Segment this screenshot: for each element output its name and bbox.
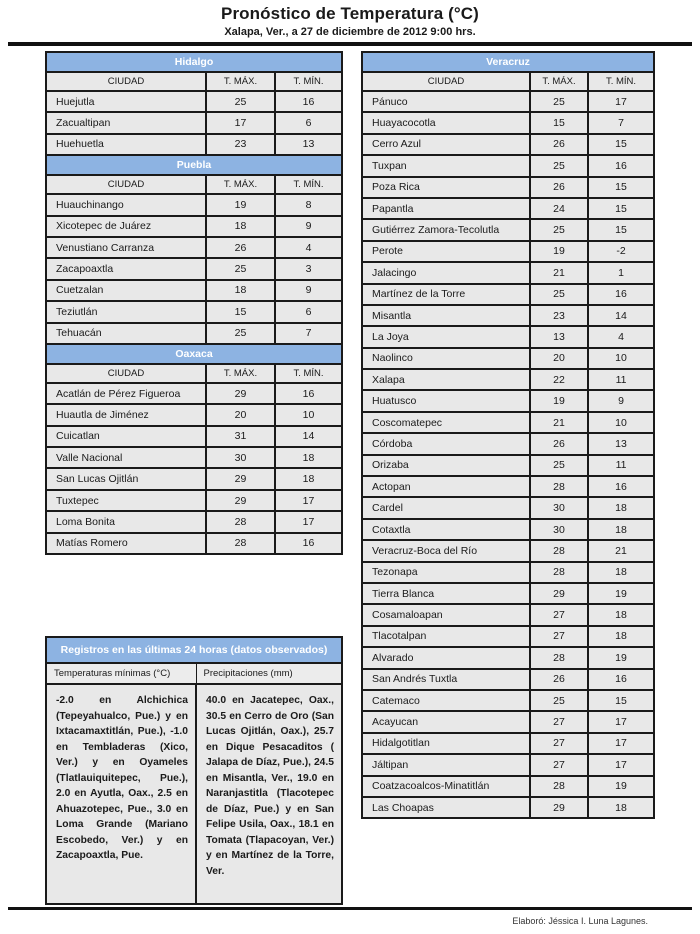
city-name: Poza Rica bbox=[362, 177, 530, 198]
city-name: Alvarado bbox=[362, 647, 530, 668]
city-name: Naolinco bbox=[362, 348, 530, 369]
min-temp: 18 bbox=[588, 562, 654, 583]
max-temp: 26 bbox=[530, 177, 588, 198]
table-row bbox=[362, 433, 654, 454]
city-name: Coatzacoalcos-Minatitlán bbox=[362, 776, 530, 797]
max-temp: 26 bbox=[530, 669, 588, 690]
max-temp: 29 bbox=[530, 583, 588, 604]
min-temp: 17 bbox=[588, 711, 654, 732]
city-name: Las Choapas bbox=[362, 797, 530, 818]
precip-label: Precipitaciones (mm) bbox=[196, 663, 342, 684]
table-row bbox=[46, 258, 342, 279]
city-name: Huautla de Jiménez bbox=[46, 404, 206, 425]
min-temp: 15 bbox=[588, 177, 654, 198]
min-temp: 19 bbox=[588, 583, 654, 604]
table-row bbox=[362, 369, 654, 390]
region-header-puebla bbox=[46, 155, 342, 175]
max-temp: 20 bbox=[530, 348, 588, 369]
max-temp: 25 bbox=[206, 323, 275, 344]
min-temp: 19 bbox=[588, 647, 654, 668]
page-title: Pronóstico de Temperatura (°C) bbox=[221, 4, 479, 23]
min-temp: 6 bbox=[275, 112, 342, 133]
min-temp: 15 bbox=[588, 198, 654, 219]
table-row bbox=[46, 237, 342, 258]
max-temp: 27 bbox=[530, 626, 588, 647]
max-temp: 19 bbox=[206, 194, 275, 215]
min-temp: 4 bbox=[275, 237, 342, 258]
city-name: Huayacocotla bbox=[362, 112, 530, 133]
table-row bbox=[46, 112, 342, 133]
table-row bbox=[362, 198, 654, 219]
city-name: Huatusco bbox=[362, 390, 530, 411]
min-temp: 7 bbox=[275, 323, 342, 344]
table-row bbox=[362, 733, 654, 754]
max-temp: 30 bbox=[206, 447, 275, 468]
city-name: Tehuacán bbox=[46, 323, 206, 344]
city-name: Tierra Blanca bbox=[362, 583, 530, 604]
min-temp: 19 bbox=[588, 776, 654, 797]
table-row bbox=[362, 219, 654, 240]
max-temp: 25 bbox=[530, 155, 588, 176]
city-name: Huejutla bbox=[46, 91, 206, 112]
column-header-max: T. MÁX. bbox=[206, 175, 275, 194]
min-temp: 7 bbox=[588, 112, 654, 133]
max-temp: 18 bbox=[206, 280, 275, 301]
min-temp: 9 bbox=[275, 280, 342, 301]
city-name: Zacapoaxtla bbox=[46, 258, 206, 279]
min-temp: 16 bbox=[588, 669, 654, 690]
max-temp: 26 bbox=[206, 237, 275, 258]
city-name: Acayucan bbox=[362, 711, 530, 732]
table-row bbox=[362, 134, 654, 155]
top-divider bbox=[8, 42, 692, 46]
table-row bbox=[362, 647, 654, 668]
min-temp: 17 bbox=[588, 91, 654, 112]
table-row bbox=[46, 301, 342, 322]
max-temp: 30 bbox=[530, 519, 588, 540]
table-row bbox=[362, 626, 654, 647]
max-temp: 28 bbox=[530, 476, 588, 497]
column-header-city: CIUDAD bbox=[362, 72, 530, 91]
max-temp: 24 bbox=[530, 198, 588, 219]
table-row bbox=[46, 216, 342, 237]
table-row bbox=[362, 455, 654, 476]
max-temp: 25 bbox=[530, 91, 588, 112]
city-name: Venustiano Carranza bbox=[46, 237, 206, 258]
city-name: Huauchinango bbox=[46, 194, 206, 215]
city-name: Matías Romero bbox=[46, 533, 206, 554]
table-row bbox=[46, 447, 342, 468]
city-name: Jáltipan bbox=[362, 754, 530, 775]
table-row bbox=[362, 476, 654, 497]
table-row bbox=[362, 412, 654, 433]
city-name: Teziutlán bbox=[46, 301, 206, 322]
city-name: Huehuetla bbox=[46, 134, 206, 155]
city-name: Cuetzalan bbox=[46, 280, 206, 301]
table-row bbox=[362, 669, 654, 690]
region-header-hidalgo bbox=[46, 52, 342, 72]
max-temp: 29 bbox=[206, 383, 275, 404]
max-temp: 20 bbox=[206, 404, 275, 425]
max-temp: 25 bbox=[530, 284, 588, 305]
min-temp: 17 bbox=[588, 754, 654, 775]
min-temp: 16 bbox=[588, 476, 654, 497]
min-temp-label: Temperaturas mínimas (°C) bbox=[46, 663, 196, 684]
min-temp: 10 bbox=[588, 412, 654, 433]
table-row bbox=[46, 490, 342, 511]
column-header-max: T. MÁX. bbox=[206, 364, 275, 383]
city-name: Pánuco bbox=[362, 91, 530, 112]
city-name: Cardel bbox=[362, 497, 530, 518]
max-temp: 21 bbox=[530, 262, 588, 283]
max-temp: 15 bbox=[206, 301, 275, 322]
column-header-min: T. MÍN. bbox=[275, 364, 342, 383]
min-temp: 18 bbox=[588, 497, 654, 518]
min-temp: 16 bbox=[588, 284, 654, 305]
region-name: Puebla bbox=[46, 155, 342, 175]
column-header-max: T. MÁX. bbox=[530, 72, 588, 91]
region-name: Veracruz bbox=[362, 52, 654, 72]
min-temp: 18 bbox=[588, 519, 654, 540]
city-name: Martínez de la Torre bbox=[362, 284, 530, 305]
city-name: Cosamaloapan bbox=[362, 604, 530, 625]
table-row bbox=[362, 177, 654, 198]
min-temp: 9 bbox=[275, 216, 342, 237]
min-temp-text: -2.0 en Alchichica (Tepeyahualco, Pue.) y en Ixtacamaxtitlán, Pue.), -1.0 en Tembladeras (Xico, Ver.) y en Oyameles (Tlatlauiquitepec, Pue.), 2.0 en Ayutla, Oax., 2.5 en Ahuazotepec, Pue., 3.0 en Loma Grande (Mariano Escobedo, Ver.) y en Zacapoaxtla, Pue. bbox=[46, 684, 196, 904]
table-row bbox=[46, 280, 342, 301]
max-temp: 17 bbox=[206, 112, 275, 133]
min-temp: 8 bbox=[275, 194, 342, 215]
table-row bbox=[362, 583, 654, 604]
table-row bbox=[46, 426, 342, 447]
table-row bbox=[362, 776, 654, 797]
veracruz-forecast-table bbox=[361, 51, 655, 819]
min-temp: 10 bbox=[275, 404, 342, 425]
min-temp: 15 bbox=[588, 219, 654, 240]
max-temp: 21 bbox=[530, 412, 588, 433]
column-header-city: CIUDAD bbox=[46, 72, 206, 91]
city-name: Cerro Azul bbox=[362, 134, 530, 155]
max-temp: 28 bbox=[206, 533, 275, 554]
city-name: Cuicatlan bbox=[46, 426, 206, 447]
city-name: Hidalgotitlan bbox=[362, 733, 530, 754]
max-temp: 15 bbox=[530, 112, 588, 133]
max-temp: 25 bbox=[206, 258, 275, 279]
max-temp: 27 bbox=[530, 711, 588, 732]
max-temp: 27 bbox=[530, 733, 588, 754]
city-name: Misantla bbox=[362, 305, 530, 326]
max-temp: 27 bbox=[530, 754, 588, 775]
table-row bbox=[362, 326, 654, 347]
city-name: Cotaxtla bbox=[362, 519, 530, 540]
min-temp: 18 bbox=[588, 626, 654, 647]
city-name: Tlacotalpan bbox=[362, 626, 530, 647]
region-name: Hidalgo bbox=[46, 52, 342, 72]
column-header-min: T. MÍN. bbox=[275, 175, 342, 194]
max-temp: 26 bbox=[530, 433, 588, 454]
table-row bbox=[362, 604, 654, 625]
region-name: Oaxaca bbox=[46, 344, 342, 364]
max-temp: 19 bbox=[530, 241, 588, 262]
table-row bbox=[362, 241, 654, 262]
column-header-min: T. MÍN. bbox=[588, 72, 654, 91]
min-temp: 17 bbox=[275, 490, 342, 511]
min-temp: 6 bbox=[275, 301, 342, 322]
column-header-row bbox=[362, 72, 654, 91]
max-temp: 28 bbox=[530, 562, 588, 583]
column-header-row bbox=[46, 72, 342, 91]
max-temp: 29 bbox=[530, 797, 588, 818]
min-temp: 1 bbox=[588, 262, 654, 283]
table-row bbox=[362, 540, 654, 561]
min-temp: 16 bbox=[275, 383, 342, 404]
min-temp: 17 bbox=[275, 511, 342, 532]
city-name: La Joya bbox=[362, 326, 530, 347]
city-name: Tezonapa bbox=[362, 562, 530, 583]
column-header-max: T. MÁX. bbox=[206, 72, 275, 91]
city-name: Córdoba bbox=[362, 433, 530, 454]
min-temp: 18 bbox=[275, 468, 342, 489]
city-name: Zacualtipan bbox=[46, 112, 206, 133]
max-temp: 28 bbox=[530, 776, 588, 797]
column-header-city: CIUDAD bbox=[46, 364, 206, 383]
city-name: Loma Bonita bbox=[46, 511, 206, 532]
max-temp: 26 bbox=[530, 134, 588, 155]
min-temp: 16 bbox=[588, 155, 654, 176]
city-name: Orizaba bbox=[362, 455, 530, 476]
precip-text: 40.0 en Jacatepec, Oax., 30.5 en Cerro de Oro (San Lucas Ojitlán, Oax.), 25.7 en Dique Pesacaditos ( Jalapa de Díaz, Pue.), 24.5 en Misantla, Ver., 19.0 en Naranjastitla (Tlacotepec de Díaz, Pue.) y en San Felipe Usila, Oax., 18.1 en Tomata (Tlapacoyan, Ver.) y en Martínez de la Torre, Ver. bbox=[196, 684, 342, 904]
table-row bbox=[362, 754, 654, 775]
column-header-row bbox=[46, 364, 342, 383]
city-name: Veracruz-Boca del Río bbox=[362, 540, 530, 561]
table-row bbox=[362, 690, 654, 711]
table-row bbox=[46, 91, 342, 112]
city-name: Acatlán de Pérez Figueroa bbox=[46, 383, 206, 404]
observed-records-table bbox=[45, 636, 343, 905]
city-name: Actopan bbox=[362, 476, 530, 497]
city-name: Gutiérrez Zamora-Tecolutla bbox=[362, 219, 530, 240]
min-temp: 15 bbox=[588, 134, 654, 155]
min-temp: -2 bbox=[588, 241, 654, 262]
min-temp: 18 bbox=[588, 604, 654, 625]
author-credit: Elaboró: Jéssica I. Luna Lagunes. bbox=[512, 916, 648, 926]
table-row bbox=[46, 194, 342, 215]
city-name: San Andrés Tuxtla bbox=[362, 669, 530, 690]
min-temp: 16 bbox=[275, 91, 342, 112]
min-temp: 14 bbox=[275, 426, 342, 447]
table-row bbox=[362, 562, 654, 583]
max-temp: 28 bbox=[530, 540, 588, 561]
max-temp: 18 bbox=[206, 216, 275, 237]
table-row bbox=[362, 91, 654, 112]
min-temp: 18 bbox=[588, 797, 654, 818]
min-temp: 11 bbox=[588, 369, 654, 390]
max-temp: 30 bbox=[530, 497, 588, 518]
table-row bbox=[362, 305, 654, 326]
table-row bbox=[46, 383, 342, 404]
max-temp: 23 bbox=[530, 305, 588, 326]
min-temp: 4 bbox=[588, 326, 654, 347]
min-temp: 13 bbox=[275, 134, 342, 155]
max-temp: 27 bbox=[530, 604, 588, 625]
city-name: Perote bbox=[362, 241, 530, 262]
min-temp: 14 bbox=[588, 305, 654, 326]
min-temp: 11 bbox=[588, 455, 654, 476]
table-row bbox=[362, 711, 654, 732]
table-row bbox=[46, 323, 342, 344]
table-row bbox=[362, 390, 654, 411]
max-temp: 25 bbox=[530, 690, 588, 711]
max-temp: 19 bbox=[530, 390, 588, 411]
max-temp: 28 bbox=[530, 647, 588, 668]
column-header-min: T. MÍN. bbox=[275, 72, 342, 91]
city-name: Jalacingo bbox=[362, 262, 530, 283]
city-name: Catemaco bbox=[362, 690, 530, 711]
table-row bbox=[46, 134, 342, 155]
table-row bbox=[362, 155, 654, 176]
city-name: Valle Nacional bbox=[46, 447, 206, 468]
max-temp: 13 bbox=[530, 326, 588, 347]
max-temp: 25 bbox=[530, 455, 588, 476]
region-header-veracruz bbox=[362, 52, 654, 72]
max-temp: 23 bbox=[206, 134, 275, 155]
min-temp: 17 bbox=[588, 733, 654, 754]
max-temp: 25 bbox=[206, 91, 275, 112]
city-name: Coscomatepec bbox=[362, 412, 530, 433]
table-row bbox=[362, 284, 654, 305]
table-row bbox=[362, 519, 654, 540]
page-subtitle: Xalapa, Ver., a 27 de diciembre de 2012 9:00 hrs. bbox=[224, 26, 476, 38]
region-header-oaxaca bbox=[46, 344, 342, 364]
bottom-divider bbox=[8, 907, 692, 910]
min-temp: 16 bbox=[275, 533, 342, 554]
city-name: Papantla bbox=[362, 198, 530, 219]
table-row bbox=[46, 533, 342, 554]
table-row bbox=[362, 797, 654, 818]
min-temp: 21 bbox=[588, 540, 654, 561]
observed-records-title: Registros en las últimas 24 horas (datos observados) bbox=[46, 637, 342, 663]
left-forecast-table bbox=[45, 51, 343, 555]
max-temp: 29 bbox=[206, 490, 275, 511]
city-name: San Lucas Ojitlán bbox=[46, 468, 206, 489]
max-temp: 31 bbox=[206, 426, 275, 447]
min-temp: 10 bbox=[588, 348, 654, 369]
column-header-row bbox=[46, 175, 342, 194]
table-row bbox=[362, 112, 654, 133]
table-row bbox=[362, 348, 654, 369]
min-temp: 13 bbox=[588, 433, 654, 454]
city-name: Tuxtepec bbox=[46, 490, 206, 511]
table-row bbox=[362, 262, 654, 283]
table-row bbox=[362, 497, 654, 518]
city-name: Tuxpan bbox=[362, 155, 530, 176]
table-row bbox=[46, 511, 342, 532]
min-temp: 15 bbox=[588, 690, 654, 711]
max-temp: 25 bbox=[530, 219, 588, 240]
min-temp: 9 bbox=[588, 390, 654, 411]
min-temp: 3 bbox=[275, 258, 342, 279]
city-name: Xicotepec de Juárez bbox=[46, 216, 206, 237]
min-temp: 18 bbox=[275, 447, 342, 468]
table-row bbox=[46, 468, 342, 489]
max-temp: 29 bbox=[206, 468, 275, 489]
city-name: Xalapa bbox=[362, 369, 530, 390]
max-temp: 22 bbox=[530, 369, 588, 390]
max-temp: 28 bbox=[206, 511, 275, 532]
table-row bbox=[46, 404, 342, 425]
column-header-city: CIUDAD bbox=[46, 175, 206, 194]
